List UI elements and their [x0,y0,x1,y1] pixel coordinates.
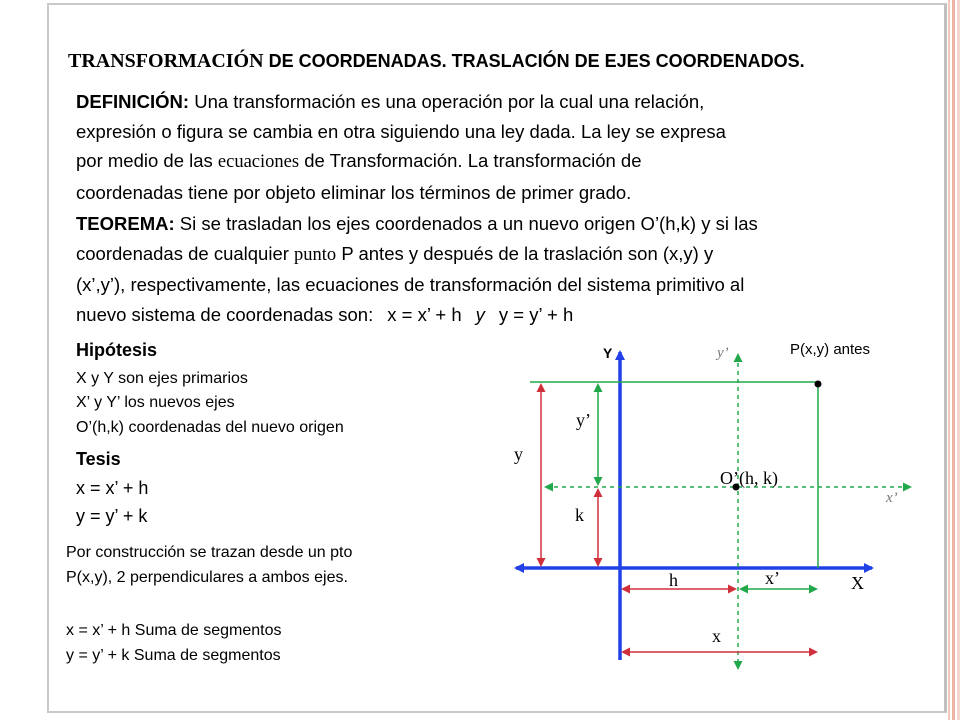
hypothesis-heading: Hipótesis [76,340,158,360]
label-Y-axis: Y [603,345,613,361]
hypothesis-item-2: X’ y Y’ los nuevos ejes [76,394,235,411]
theorem-line-3: (x’,y’), respectivamente, las ecuaciones de transformación del sistema primitivo al [76,274,745,295]
label-point-p: P(x,y) antes [790,341,871,358]
definition-line-3c: de Transformación. La transformación de [299,150,642,171]
theorem-eq-1: x = x’ + h [387,303,462,325]
label-x-prime-segment: x’ [765,568,780,588]
definition-line-4: coordenadas tiene por objeto eliminar los términos de primer grado. [76,181,632,203]
construction-line-2: P(x,y), 2 perpendiculares a ambos ejes. [66,569,348,586]
thesis-eq-2: y = y’ + k [76,506,148,526]
definition-line-3b: ecuaciones [217,152,300,172]
construction-sum-2: y = y’ + k Suma de segmentos [66,647,281,664]
definition-line-1: Una transformación es una operación por la cual una relación, [189,91,705,112]
label-origin-prime: O’(h, k) [720,468,778,488]
title-word-1: TRANSFORMACIÓN [68,50,264,72]
theorem-line-4a: nuevo sistema de coordenadas son: [76,303,374,325]
thesis-eq-1: x = x’ + h [76,478,149,498]
theorem-line-1: Si se trasladan los ejes coordenados a un nuevo origen O’(h,k) y si las [174,213,758,234]
theorem-eq-2: y = y’ + h [498,303,574,325]
definition-line-3a: por medio de las [76,150,218,171]
label-x-segment: x [712,626,721,646]
label-x-prime-axis: x’ [886,490,898,506]
hypothesis-item-3: O’(h,k) coordenadas del nuevo origen [76,419,344,436]
theorem-line-2c: P antes y después de la traslación son (x,y) y [336,242,714,264]
theorem-conjunction: y [475,303,485,325]
theorem-label: TEOREMA: [76,213,175,234]
label-y-segment: y [514,444,523,464]
label-k-segment: k [575,505,584,525]
point-p [815,381,822,388]
hypothesis-item-1: X y Y son ejes primarios [76,370,248,387]
construction-sum-1: x = x’ + h Suma de segmentos [66,622,282,639]
construction-line-1: Por construcción se trazan desde un pto [66,544,353,561]
title-rest: DE COORDENADAS. TRASLACIÓN DE EJES COORDENADOS. [263,51,805,71]
thesis-heading: Tesis [76,449,121,469]
definition-line-2: expresión o figura se cambia en otra siguiendo una ley dada. La ley se expresa [76,120,726,142]
definition-label: DEFINICIÓN: [76,91,190,112]
label-y-prime-axis: y’ [717,345,729,361]
label-y-prime-segment: y’ [576,410,591,430]
theorem-line-2a: coordenadas de cualquier [76,242,295,264]
theorem-line-2b: punto [294,244,337,265]
label-h-segment: h [669,570,678,590]
label-X-axis: X [851,573,864,593]
